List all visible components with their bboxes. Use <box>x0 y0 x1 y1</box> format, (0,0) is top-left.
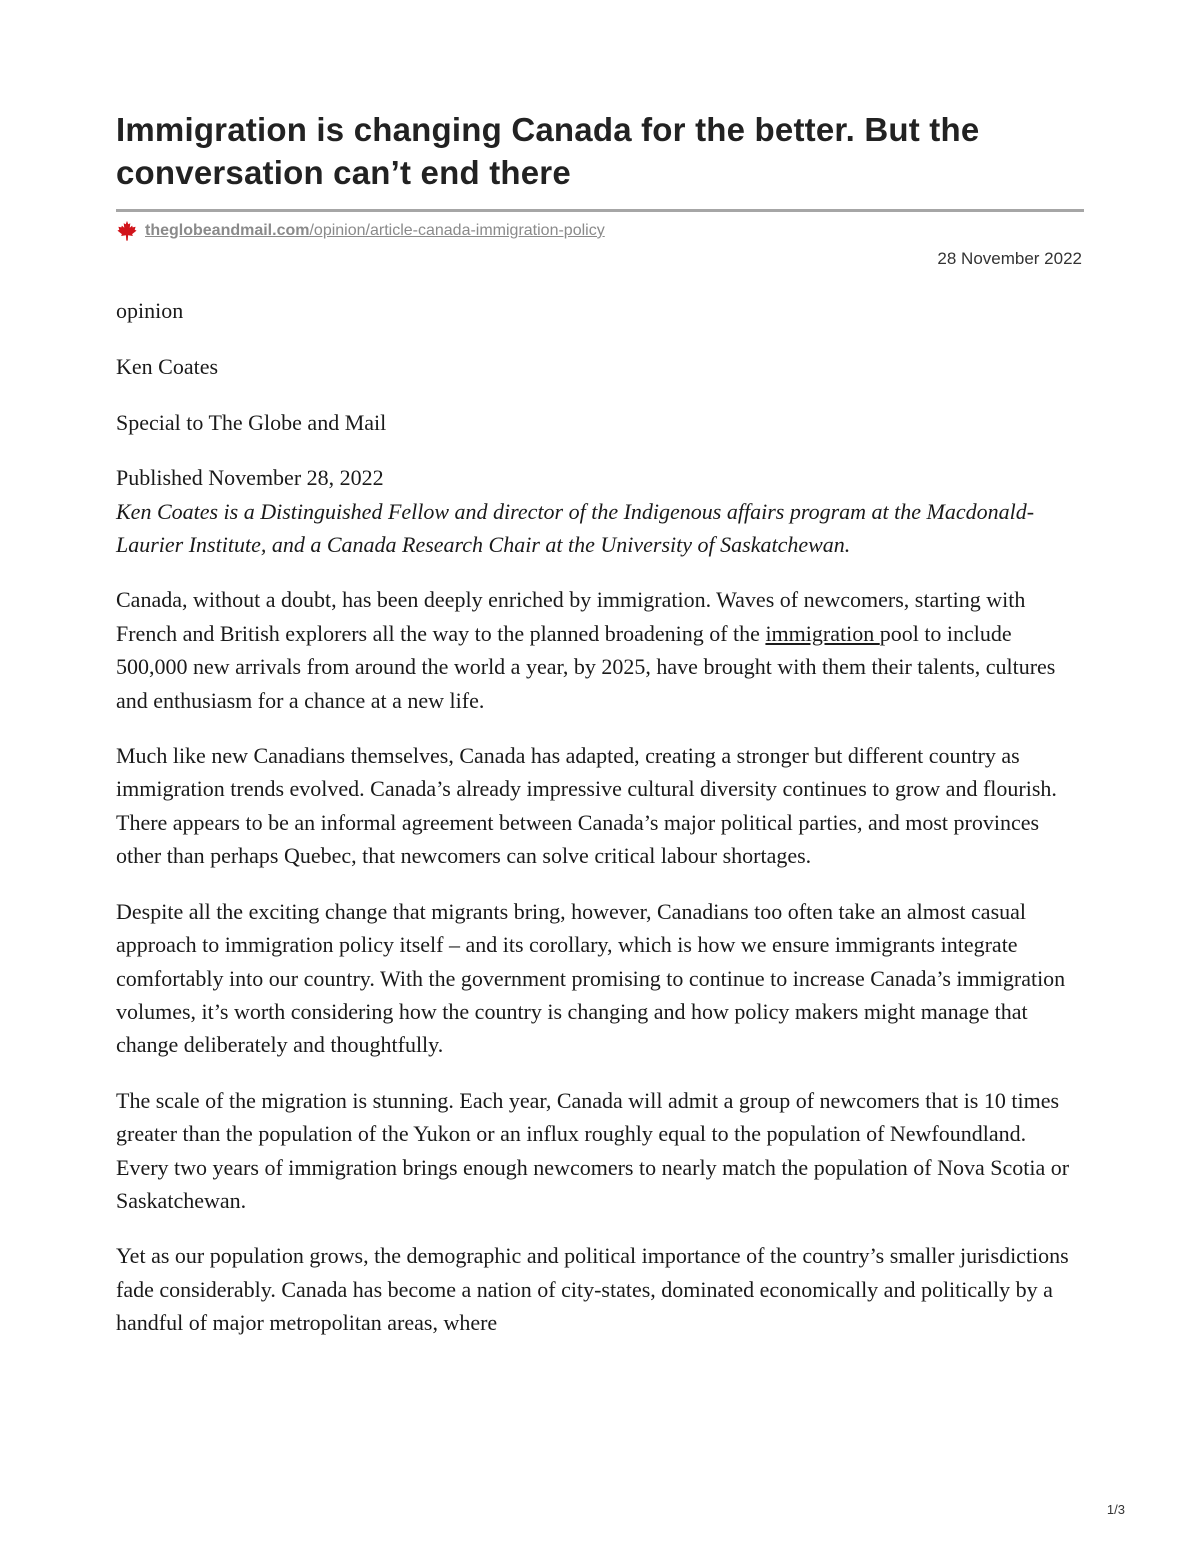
article-date: 28 November 2022 <box>937 249 1082 268</box>
byline-note: Special to The Globe and Mail <box>116 409 387 435</box>
source-domain-link[interactable]: theglobeandmail.com <box>145 222 310 239</box>
article-page <box>116 108 1084 1340</box>
article-body <box>116 294 1084 1340</box>
section-label: opinion <box>116 298 184 323</box>
paragraph-4: The scale of the migration is stunning. Each year, Canada will admit a group of newcomers that is 10 times greater than the population of the Yukon or an influx roughly equal to the population of Newfoundland. Every two years of immigration brings enough newcomers to nearly match the population of Nova Scotia or Saskatchewan. <box>116 1087 1070 1213</box>
paragraph-1-start: Canada, without a doubt, has been deeply enriched by immigration. Waves of newcomers, starting with French and British explorers all the way to the planned broadening of the <box>116 587 1026 646</box>
title-divider <box>116 209 1084 212</box>
immigration-link[interactable]: immigration <box>765 620 880 646</box>
paragraph-1-end: pool to include 500,000 new arrivals from around the world a year, by 2025, have brought with them their talents, cultures and enthusiasm for a chance at a new life. <box>116 620 1056 713</box>
published-date: Published November 28, 2022 <box>116 465 384 491</box>
author-bio: Ken Coates is a Distinguished Fellow and director of the Indigenous affairs program at the Macdonald-Laurier Institute, and a Canada Research Chair at the University of Saskatchewan. <box>116 498 1035 558</box>
maple-leaf-icon <box>116 220 138 242</box>
author-name: Ken Coates <box>116 354 219 380</box>
article-title: Immigration is changing Canada for the better. But the conversation can’t end there <box>116 111 980 191</box>
paragraph-2: Much like new Canadians themselves, Canada has adapted, creating a stronger but different country as immigration trends evolved. Canada’s already impressive cultural diversity continues to grow and flourish. There appears to be an informal agreement between Canada’s major political parties, and most provinces other than perhaps Quebec, that newcomers can solve critical labour shortages. <box>116 743 1057 869</box>
source-path-link[interactable]: /opinion/article-canada-immigration-policy <box>309 222 605 239</box>
page-number: 1/3 <box>1106 1502 1125 1517</box>
paragraph-3: Despite all the exciting change that migrants bring, however, Canadians too often take an almost casual approach to immigration policy itself – and its corollary, which is how we ensure immigrants integrate comfortably into our country. With the government promising to continue to increase Canada’s immigration volumes, it’s worth considering how the country is changing and how policy makers might manage that change deliberately and thoughtfully. <box>116 898 1066 1058</box>
paragraph-1 <box>116 583 1084 717</box>
source-line[interactable] <box>116 220 1084 242</box>
paragraph-5: Yet as our population grows, the demographic and political importance of the country’s smaller jurisdictions fade considerably. Canada has become a nation of city-states, dominated economically and politically by a handful of major metropolitan areas, where <box>116 1243 1069 1336</box>
